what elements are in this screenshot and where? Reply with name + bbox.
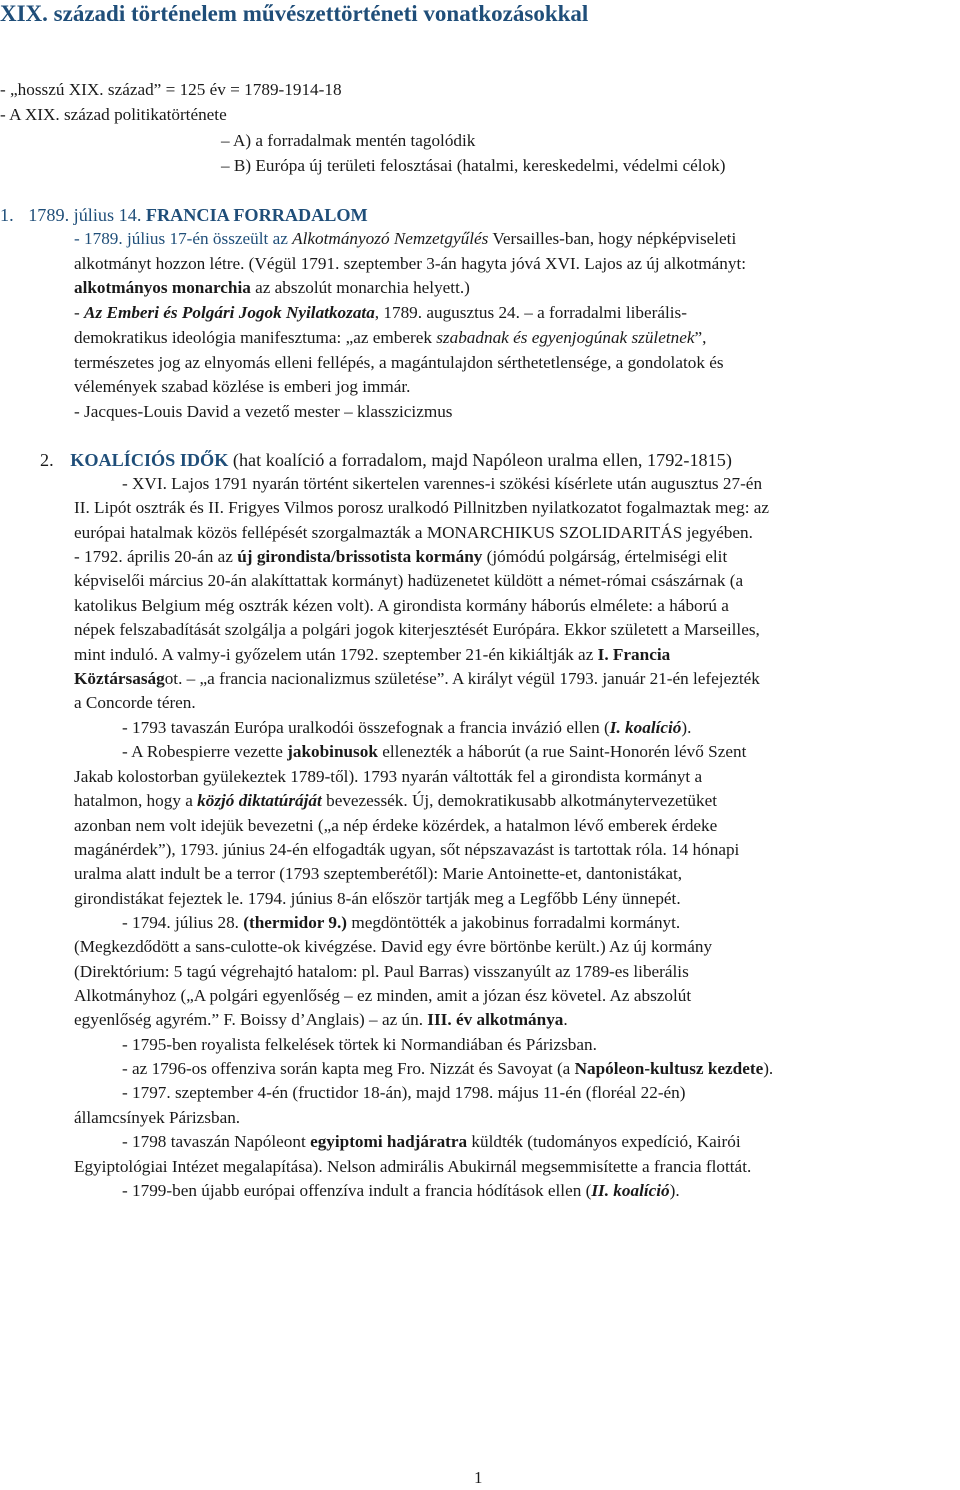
section2-line-4: - 1792. április 20-án az új girondista/brissotista kormány (jómódú polgárság, értelmiségi elit (74, 547, 728, 566)
section2-line-12: - A Robespierre vezette jakobinusok ellenezték a háborút (a rue Saint-Honorén lévő Szent (122, 742, 747, 761)
section2-line-11: - 1793 tavaszán Európa uralkodói összefognak a francia invázió ellen (I. koalíció). (122, 718, 692, 737)
section1-heading (0, 204, 368, 226)
section2-line-13: Jakab kolostorban gyülekeztek 1789-től). 1793 nyarán váltották fel a girondista kormányt a (74, 767, 703, 786)
intro-subitem-a: – A) a forradalmak mentén tagolódik (221, 131, 476, 150)
section1-line-3: alkotmányos monarchia az abszolút monarchia helyett.) (74, 278, 470, 297)
section2-line-14: hatalmon, hogy a közjó diktatúráját bevezessék. Új, demokratikusabb alkotmánytervezetüket (74, 791, 717, 810)
section2-line-10: a Concorde téren. (74, 693, 196, 712)
intro-bullet-political-history: - A XIX. század politikatörténete (0, 105, 227, 124)
section2-line-23: egyenlőség agyrém.” F. Boissy d’Anglais) – az ún. III. év alkotmánya. (74, 1010, 568, 1029)
section1-line-2: alkotmányt hozzon létre. (Végül 1791. szeptember 3-án hagyta jóvá XVI. Lajos az új alkotmányt: (74, 254, 747, 273)
assembly-name: Alkotmányozó Nemzetgyűlés (292, 229, 489, 248)
section1-line-6: természetes jog az elnyomás elleni fellépés, a magántulajdon sérthetetlensége, a gondolatok és (74, 353, 724, 372)
intro-subitem-b: – B) Európa új területi felosztásai (hatalmi, kereskedelmi, védelmi célok) (221, 156, 726, 175)
section2-line-30: - 1799-ben újabb európai offenzíva indult a francia hódítások ellen (II. koalíció). (122, 1181, 680, 1200)
section1-title: FRANCIA FORRADALOM (145, 205, 368, 225)
section2-line-20: (Megkezdődött a sans-culotte-ok kivégzése. David egy évre börtönbe került.) Az új kormány (74, 937, 713, 956)
section2-line-28: - 1798 tavaszán Napóleont egyiptomi hadjáratra küldték (tudományos expedíció, Kairói (122, 1132, 741, 1151)
section2-line-27: államcsínyek Párizsban. (74, 1108, 241, 1127)
section2-line-15: azonban nem volt idejük bevezetni („a nép érdeke közérdek, a hatalmon lévő emberek érdeke (74, 816, 718, 835)
section2-line-19: - 1794. július 28. (thermidor 9.) megdöntötték a jakobinus forradalmi kormányt. (122, 913, 681, 932)
section2-line-6: katolikus Belgium még osztrák kézen volt). A girondista kormány háborús elmélete: a háború a (74, 596, 729, 615)
section2-line-5: képviselői március 20-án alakíttattak kormányt) hadüzenetet küldött a német-római császárnak (a (74, 571, 744, 590)
section1-date: 1789. július 14. (28, 205, 142, 225)
section2-line-9: Köztársaságot. – „a francia nacionalizmus születése”. A királyt végül 1793. január 21-én lefejezték (74, 669, 760, 688)
section2-line-8: mint induló. A valmy-i győzelem után 1792. szeptember 21-én kikiáltják az I. Francia (74, 645, 671, 664)
page-number: 1 (474, 1468, 483, 1487)
section2-number: 2. (40, 450, 54, 470)
section2-heading: 2. KOALÍCIÓS IDŐK (hat koalíció a forradalom, majd Napóleon uralma ellen, 1792-1815) (40, 450, 732, 470)
section2-line-7: népek felszabadítását szolgálja a polgári jogok kiterjesztését Európára. Ekkor született a Marseilles, (74, 620, 760, 639)
section1-number: 1. (0, 205, 14, 225)
section1-line-1: - 1789. július 17-én összeült az Alkotmányozó Nemzetgyűlés Versailles-ban, hogy népképviseleti (74, 229, 737, 248)
declaration-title: Az Emberi és Polgári Jogok Nyilatkozata (84, 303, 375, 322)
section2-line-26: - 1797. szeptember 4-én (fructidor 18-án), majd 1798. május 11-én (floréal 22-én) (122, 1083, 686, 1102)
section2-line-1: - XVI. Lajos 1791 nyarán történt sikertelen varennes-i szökési kísérlete után augusztus 27-én (122, 474, 763, 493)
section2-title: KOALÍCIÓS IDŐK (70, 450, 229, 470)
section2-line-17: uralma alatt indult be a terror (1793 szeptemberétől): Marie Antoinette-et, dantonistákat, (74, 864, 683, 883)
section2-line-2: II. Lipót osztrák és II. Frigyes Vilmos porosz uralkodó Pillnitzben nyilatkozatot fogalmaztak meg: az (74, 498, 770, 517)
page-title: XIX. századi történelem művészettörténeti vonatkozásokkal (0, 1, 589, 26)
section2-line-16: magánérdek”), 1793. június 24-én elfogadták ugyan, sőt népszavazást is tartottak róla. 14 hónapi (74, 840, 740, 859)
section2-line-24: - 1795-ben royalista felkelések törtek ki Normandiában és Párizsban. (122, 1035, 597, 1054)
section2-line-22: Alkotmányhoz („A polgári egyenlőség – ez minden, amit a józan ész követel. Az abszolút (74, 986, 692, 1005)
section1-line-5: demokratikus ideológia manifesztuma: „az emberek szabadnak és egyenjogúnak születnek”, (74, 328, 707, 347)
section1-line-8: - Jacques-Louis David a vezető mester – klasszicizmus (74, 402, 453, 421)
section2-line-21: (Direktórium: 5 tagú végrehajtó hatalom: pl. Paul Barras) visszanyúlt az 1789-es liberális (74, 962, 689, 981)
intro-bullet-long-century: - „hosszú XIX. század” = 125 év = 1789-1914-18 (0, 80, 342, 99)
section2-line-29: Egyiptológiai Intézet megalapítása). Nelson admirális Abukirnál megsemmisítette a francia flottát. (74, 1157, 752, 1176)
section1-line-7: vélemények szabad közlése is emberi jog immár. (74, 377, 411, 396)
section2-line-25: - az 1796-os offenziva során kapta meg Fro. Nizzát és Savoyat (a Napóleon-kultusz kezdete). (122, 1059, 774, 1078)
section1-line-4: - Az Emberi és Polgári Jogok Nyilatkozata, 1789. augusztus 24. – a forradalmi liberális- (74, 303, 687, 322)
section2-line-18: girondistákat fejeztek le. 1794. június 8-án először tartják meg a Legfőbb Lény ünnepét. (74, 889, 681, 908)
section2-line-3: európai hatalmak közös fellépését szorgalmazták a MONARCHIKUS SZOLIDARITÁS jegyében. (74, 523, 753, 542)
